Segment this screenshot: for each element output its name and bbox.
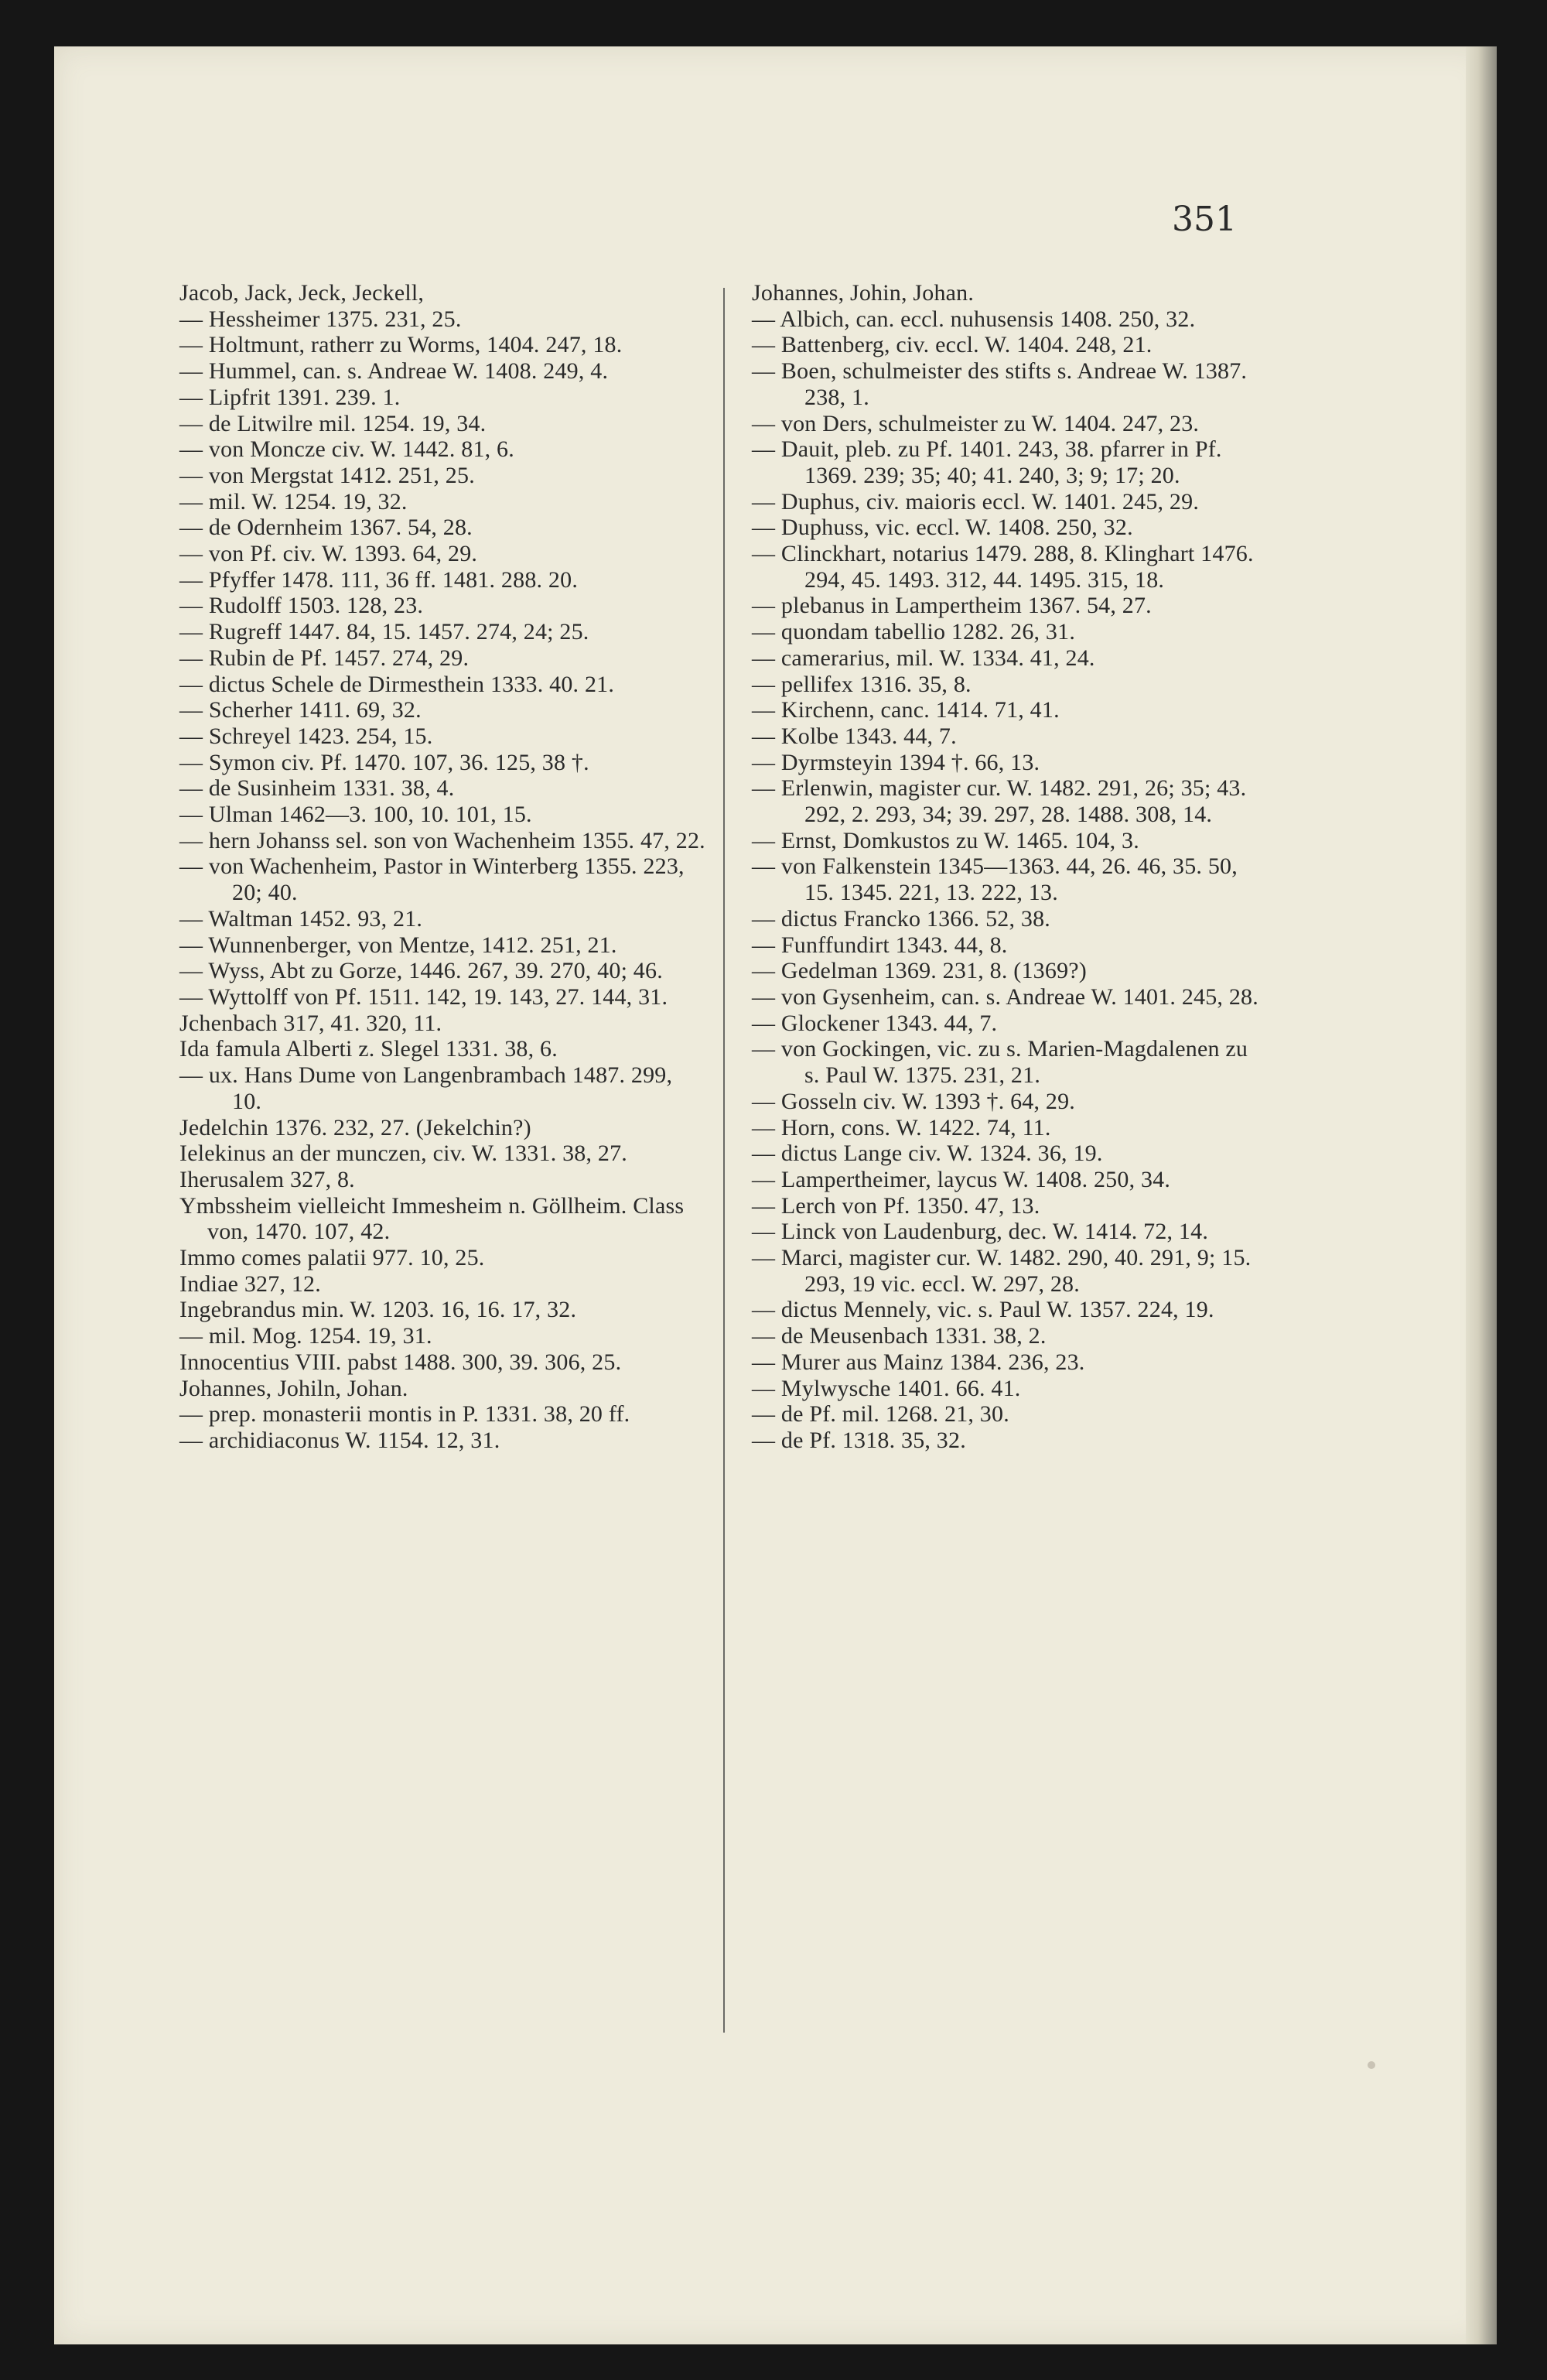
entry-text: Johannes, Johiln, Johan.: [179, 1375, 408, 1401]
entry-text: von Gockingen, vic. zu s. Marien-Magdalenen zu s. Paul W. 1375. 231, 21.: [780, 1036, 1248, 1089]
entry-text: Ida famula Alberti z. Slegel 1331. 38, 6.: [179, 1036, 558, 1062]
index-subentry: [752, 1428, 1262, 1454]
entry-text: Rubin de Pf. 1457. 274, 29.: [208, 645, 470, 671]
right-column: [752, 280, 1262, 1454]
index-subentry: [752, 1140, 1262, 1167]
entry-text: Albich, can. eccl. nuhusensis 1408. 250, 32.: [780, 306, 1196, 332]
dash-marker: [752, 1245, 781, 1270]
entry-text: Rudolff 1503. 128, 23.: [208, 593, 424, 619]
entry-text: von Mergstat 1412. 251, 25.: [208, 462, 475, 488]
dash-marker: [752, 436, 781, 462]
entry-text: Rugreff 1447. 84, 15. 1457. 274, 24; 25.: [208, 619, 589, 645]
entry-text: Hummel, can. s. Andreae W. 1408. 249, 4.: [208, 358, 609, 385]
index-subentry: [179, 645, 705, 672]
entry-text: ux. Hans Dume von Langenbrambach 1487. 299, 10.: [208, 1062, 673, 1114]
paper-spot: [1368, 2061, 1375, 2069]
dash-marker: [179, 1323, 209, 1349]
entry-text: Symon civ. Pf. 1470. 107, 36. 125, 38 †.: [208, 749, 589, 775]
dash-marker: [752, 853, 781, 879]
dash-marker: [752, 332, 781, 357]
dash-marker: [752, 411, 781, 436]
index-subentry: [752, 332, 1262, 358]
entry-text: Lerch von Pf. 1350. 47, 13.: [780, 1192, 1040, 1219]
entry-text: Jchenbach 317, 41. 320, 11.: [179, 1010, 442, 1036]
dash-marker: [179, 489, 209, 515]
entry-text: Mylwysche 1401. 66. 41.: [780, 1375, 1021, 1401]
entry-text: Waltman 1452. 93, 21.: [208, 905, 423, 932]
dash-marker: [752, 697, 781, 723]
dash-marker: [179, 828, 209, 853]
entry-text: Funffundirt 1343. 44, 8.: [780, 932, 1008, 958]
index-subentry: [179, 723, 705, 750]
entry-text: dictus Mennely, vic. s. Paul W. 1357. 224, 19.: [780, 1297, 1214, 1323]
dash-marker: [179, 463, 209, 488]
entry-text: quondam tabellio 1282. 26, 31.: [780, 619, 1076, 645]
index-subentry: [179, 1401, 705, 1428]
index-subentry: [752, 672, 1262, 698]
index-subentry: [752, 906, 1262, 932]
entry-text: Gosseln civ. W. 1393 †. 64, 29.: [780, 1088, 1075, 1114]
dash-marker: [752, 984, 781, 1010]
index-subentry: [752, 1010, 1262, 1037]
dash-marker: [179, 332, 209, 357]
index-subentry: [179, 515, 705, 541]
entry-text: Iherusalem 327, 8.: [179, 1166, 355, 1192]
index-entry: [179, 1115, 705, 1141]
entry-text: archidiaconus W. 1154. 12, 31.: [208, 1427, 500, 1453]
entry-text: Gedelman 1369. 231, 8. (1369?): [780, 958, 1087, 984]
entry-text: camerarius, mil. W. 1334. 41, 24.: [780, 645, 1095, 671]
entry-text: von Pf. civ. W. 1393. 64, 29.: [208, 541, 478, 567]
entry-text: Lipfrit 1391. 239. 1.: [208, 384, 401, 410]
index-subentry: [179, 489, 705, 515]
index-subentry: [752, 619, 1262, 645]
entry-text: pellifex 1316. 35, 8.: [780, 671, 972, 697]
dash-marker: [752, 593, 781, 618]
entry-text: mil. W. 1254. 19, 32.: [208, 488, 408, 515]
entry-text: Ingebrandus min. W. 1203. 16, 16. 17, 32.: [179, 1297, 577, 1323]
dash-marker: [179, 672, 209, 697]
index-entry: [179, 1376, 705, 1402]
dash-marker: [752, 932, 781, 958]
dash-marker: [752, 1010, 781, 1036]
index-subentry: [179, 775, 705, 802]
index-subentry: [752, 1167, 1262, 1193]
dash-marker: [179, 567, 209, 593]
entry-text: Boen, schulmeister des stifts s. Andreae W. 1387. 238, 1.: [780, 358, 1248, 410]
index-subentry: [752, 515, 1262, 541]
dash-marker: [752, 306, 780, 332]
entry-text: Holtmunt, ratherr zu Worms, 1404. 247, 18.: [208, 332, 623, 358]
dash-marker: [179, 697, 209, 723]
index-subentry: [179, 1323, 705, 1349]
dash-marker: [179, 515, 209, 540]
entry-text: Horn, cons. W. 1422. 74, 11.: [780, 1114, 1051, 1140]
entry-text: de Meusenbach 1331. 38, 2.: [780, 1323, 1047, 1349]
index-subentry: [752, 723, 1262, 750]
dash-marker: [179, 723, 209, 749]
entry-text: dictus Francko 1366. 52, 38.: [780, 905, 1050, 932]
index-subentry: [179, 358, 705, 385]
entry-text: Innocentius VIII. pabst 1488. 300, 39. 306, 25.: [179, 1349, 622, 1375]
entry-text: Immo comes palatii 977. 10, 25.: [179, 1245, 485, 1271]
entry-text: Linck von Laudenburg, dec. W. 1414. 72, 14.: [780, 1219, 1209, 1245]
dash-marker: [752, 775, 781, 801]
dash-marker: [752, 1401, 781, 1427]
entry-text: dictus Schele de Dirmesthein 1333. 40. 21.: [208, 671, 615, 697]
dash-marker: [752, 906, 781, 932]
index-subentry: [752, 306, 1262, 333]
index-subentry: [752, 775, 1262, 827]
index-subentry: [179, 411, 705, 437]
entry-text: Clinckhart, notarius 1479. 288, 8. Klinghart 1476. 294, 45. 1493. 312, 44. 1495. 315, 18.: [780, 541, 1254, 593]
index-entry: [179, 1167, 705, 1193]
entry-text: Jacob, Jack, Jeck, Jeckell,: [179, 280, 425, 306]
dash-marker: [752, 1219, 781, 1244]
dash-marker: [179, 645, 209, 671]
index-subentry: [179, 853, 705, 905]
entry-text: Johannes, Johin, Johan.: [752, 280, 975, 306]
entry-text: Marci, magister cur. W. 1482. 290, 40. 291, 9; 15. 293, 19 vic. eccl. W. 297, 28.: [780, 1245, 1252, 1297]
dash-marker: [179, 853, 209, 879]
index-subentry: [752, 593, 1262, 619]
index-subentry: [752, 1115, 1262, 1141]
index-entry: [179, 1245, 705, 1271]
dash-marker: [179, 906, 208, 932]
index-subentry: [752, 1089, 1262, 1115]
entry-text: Scherher 1411. 69, 32.: [208, 697, 422, 723]
entry-text: Schreyel 1423. 254, 15.: [208, 723, 433, 749]
dash-marker: [179, 541, 209, 566]
dash-marker: [179, 1062, 209, 1088]
entry-text: de Pf. 1318. 35, 32.: [780, 1427, 966, 1453]
page-number: 351: [1172, 200, 1237, 239]
index-subentry: [752, 1219, 1262, 1245]
index-subentry: [752, 1401, 1262, 1428]
entry-text: de Litwilre mil. 1254. 19, 34.: [208, 410, 487, 436]
index-subentry: [752, 984, 1262, 1010]
dash-marker: [752, 723, 781, 749]
index-subentry: [179, 802, 705, 828]
index-subentry: [179, 958, 705, 984]
entry-text: Ymbssheim vielleicht Immesheim n. Göllheim. Class von, 1470. 107, 42.: [179, 1192, 685, 1245]
index-subentry: [752, 1245, 1262, 1297]
dash-marker: [752, 1140, 781, 1166]
entry-text: Dauit, pleb. zu Pf. 1401. 243, 38. pfarrer in Pf. 1369. 239; 35; 40; 41. 240, 3; 9; 17; 20.: [780, 436, 1222, 488]
entry-text: Glockener 1343. 44, 7.: [780, 1010, 998, 1036]
index-entry: [752, 280, 1262, 306]
index-subentry: [752, 958, 1262, 984]
index-entry: [179, 280, 705, 306]
entry-text: Kirchenn, canc. 1414. 71, 41.: [780, 697, 1060, 723]
index-subentry: [179, 619, 705, 645]
dash-marker: [752, 645, 781, 671]
entry-text: Indiae 327, 12.: [179, 1270, 321, 1297]
entry-text: Wyss, Abt zu Gorze, 1446. 267, 39. 270, 40; 46.: [208, 958, 663, 984]
index-subentry: [179, 750, 705, 776]
index-subentry: [179, 1428, 705, 1454]
dash-marker: [179, 619, 209, 645]
index-subentry: [752, 828, 1262, 854]
dash-marker: [179, 1401, 209, 1427]
index-subentry: [752, 1376, 1262, 1402]
dash-marker: [179, 932, 208, 958]
dash-marker: [752, 515, 781, 540]
dash-marker: [179, 1428, 209, 1453]
entry-text: hern Johanss sel. son von Wachenheim 1355. 47, 22.: [208, 827, 705, 853]
index-subentry: [179, 567, 705, 593]
entry-text: de Pf. mil. 1268. 21, 30.: [780, 1401, 1009, 1428]
entry-text: de Susinheim 1331. 38, 4.: [208, 775, 455, 802]
entry-text: von Ders, schulmeister zu W. 1404. 247, 23.: [780, 410, 1200, 436]
entry-text: Duphus, civ. maioris eccl. W. 1401. 245, 29.: [780, 488, 1200, 515]
column-divider: [723, 288, 725, 2033]
index-subentry: [752, 436, 1262, 488]
index-subentry: [752, 1036, 1262, 1088]
index-subentry: [179, 463, 705, 489]
entry-text: Duphuss, vic. eccl. W. 1408. 250, 32.: [780, 515, 1133, 541]
dash-marker: [752, 1428, 781, 1453]
dash-marker: [179, 385, 209, 410]
entry-text: Ielekinus an der munczen, civ. W. 1331. 38, 27.: [179, 1140, 627, 1167]
index-subentry: [179, 593, 705, 619]
entry-text: Battenberg, civ. eccl. W. 1404. 248, 21.: [780, 332, 1153, 358]
index-subentry: [179, 306, 705, 333]
entry-text: Jedelchin 1376. 232, 27. (Jekelchin?): [179, 1114, 531, 1140]
dash-marker: [752, 1193, 781, 1219]
dash-marker: [752, 958, 781, 983]
index-subentry: [752, 1193, 1262, 1219]
entry-text: Erlenwin, magister cur. W. 1482. 291, 26; 35; 43. 292, 2. 293, 34; 39. 297, 28. 1488. 308, 14.: [780, 775, 1247, 828]
index-subentry: [179, 385, 705, 411]
entry-text: prep. monasterii montis in P. 1331. 38, 20 ff.: [208, 1401, 630, 1428]
index-subentry: [179, 332, 705, 358]
index-subentry: [179, 541, 705, 567]
index-subentry: [179, 828, 705, 854]
dash-marker: [752, 1323, 781, 1349]
index-subentry: [752, 411, 1262, 437]
index-subentry: [179, 932, 705, 959]
dash-marker: [752, 672, 781, 697]
index-subentry: [752, 697, 1262, 723]
index-subentry: [179, 906, 705, 932]
dash-marker: [752, 1349, 781, 1375]
entry-text: Kolbe 1343. 44, 7.: [780, 723, 957, 749]
dash-marker: [752, 828, 781, 853]
entry-text: Ulman 1462—3. 100, 10. 101, 15.: [208, 802, 532, 828]
index-subentry: [179, 984, 705, 1010]
page-edge: [1466, 46, 1497, 2344]
dash-marker: [179, 358, 209, 384]
index-entry: [179, 1010, 705, 1037]
index-subentry: [752, 1349, 1262, 1376]
dash-marker: [752, 489, 781, 515]
entry-text: Murer aus Mainz 1384. 236, 23.: [780, 1349, 1085, 1375]
dash-marker: [752, 1089, 781, 1114]
dash-marker: [179, 802, 209, 827]
index-subentry: [752, 1297, 1262, 1323]
dash-marker: [179, 411, 209, 436]
left-column: [179, 280, 705, 1454]
index-subentry: [752, 645, 1262, 672]
dash-marker: [752, 541, 781, 566]
index-subentry: [752, 932, 1262, 959]
index-entry: [179, 1140, 705, 1167]
index-entry: [179, 1036, 705, 1062]
dash-marker: [179, 775, 209, 801]
index-subentry: [179, 436, 705, 463]
dash-marker: [752, 1297, 781, 1322]
dash-marker: [752, 619, 781, 645]
dash-marker: [752, 1036, 781, 1062]
entry-text: Wunnenberger, von Mentze, 1412. 251, 21.: [208, 932, 617, 958]
dash-marker: [179, 436, 209, 462]
index-entry: [179, 1271, 705, 1298]
dash-marker: [752, 750, 781, 775]
index-entry: [179, 1193, 705, 1245]
index-subentry: [752, 489, 1262, 515]
dash-marker: [179, 593, 209, 618]
entry-text: Ernst, Domkustos zu W. 1465. 104, 3.: [780, 827, 1139, 853]
dash-marker: [179, 958, 208, 983]
dash-marker: [752, 1376, 781, 1401]
entry-text: Dyrmsteyin 1394 †. 66, 13.: [780, 749, 1040, 775]
index-subentry: [752, 358, 1262, 410]
index-subentry: [179, 1062, 705, 1114]
dash-marker: [752, 358, 781, 384]
entry-text: plebanus in Lampertheim 1367. 54, 27.: [780, 593, 1152, 619]
index-subentry: [179, 672, 705, 698]
entry-text: von Gysenheim, can. s. Andreae W. 1401. 245, 28.: [780, 983, 1258, 1010]
entry-text: von Moncze civ. W. 1442. 81, 6.: [208, 436, 514, 463]
entry-text: Pfyffer 1478. 111, 36 ff. 1481. 288. 20.: [208, 566, 579, 593]
entry-text: Hessheimer 1375. 231, 25.: [208, 306, 462, 332]
entry-text: mil. Mog. 1254. 19, 31.: [208, 1323, 432, 1349]
index-subentry: [179, 697, 705, 723]
dash-marker: [179, 984, 208, 1010]
index-subentry: [752, 853, 1262, 905]
entry-text: dictus Lange civ. W. 1324. 36, 19.: [780, 1140, 1103, 1167]
entry-text: von Falkenstein 1345—1363. 44, 26. 46, 35. 50, 15. 1345. 221, 13. 222, 13.: [780, 853, 1238, 906]
dash-marker: [179, 750, 209, 775]
index-subentry: [752, 541, 1262, 593]
dash-marker: [752, 1115, 781, 1140]
index-subentry: [752, 1323, 1262, 1349]
entry-text: Lampertheimer, laycus W. 1408. 250, 34.: [780, 1166, 1171, 1192]
entry-text: de Odernheim 1367. 54, 28.: [208, 515, 473, 541]
index-subentry: [752, 750, 1262, 776]
index-entry: [179, 1349, 705, 1376]
entry-text: Wyttolff von Pf. 1511. 142, 19. 143, 27. 144, 31.: [208, 983, 668, 1010]
entry-text: von Wachenheim, Pastor in Winterberg 1355. 223, 20; 40.: [208, 853, 685, 906]
index-entry: [179, 1297, 705, 1323]
dash-marker: [752, 1167, 781, 1192]
dash-marker: [179, 306, 209, 332]
